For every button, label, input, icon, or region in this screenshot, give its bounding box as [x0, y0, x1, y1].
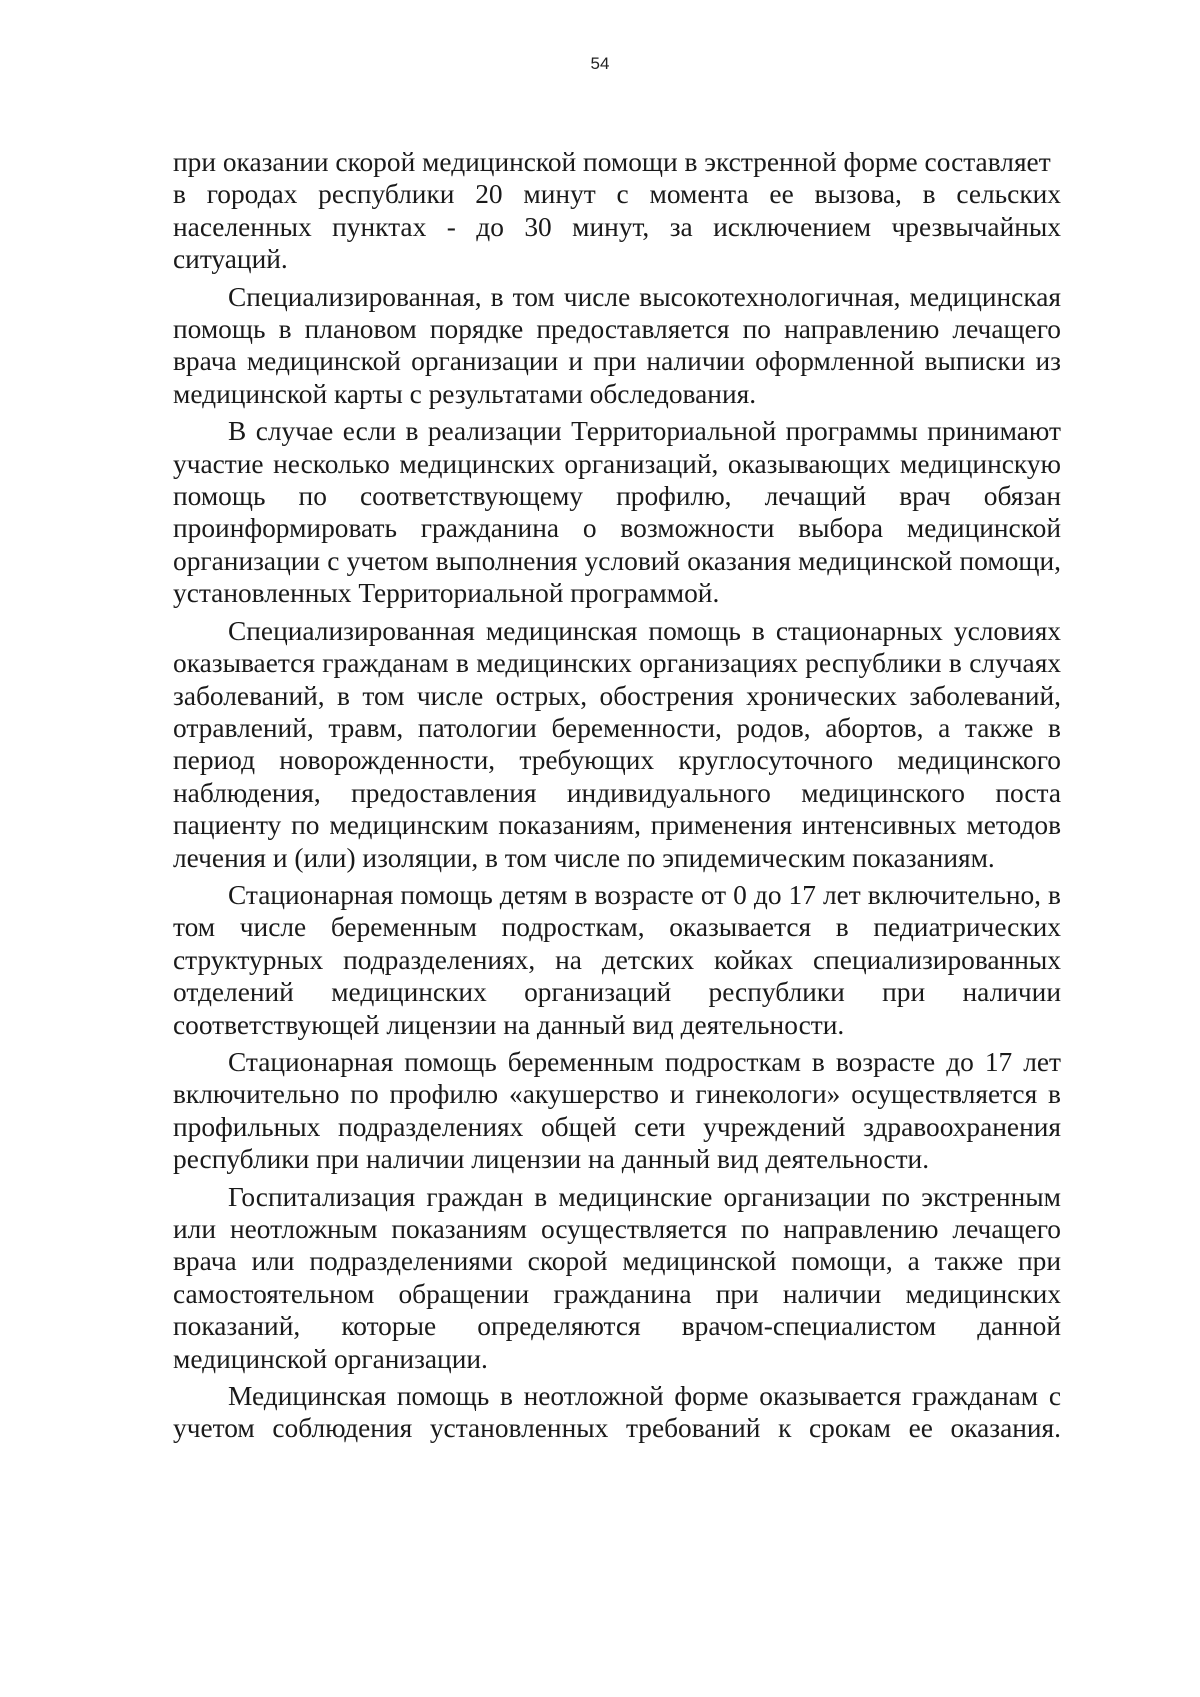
paragraph-hospitalization: Госпитализация граждан в медицинские организации по экстренным или неотложным показаниям осуществляется по направлению лечащего врача или подразделениями скорой медицинской помощи, а также при самостоятельном обращении гражданина при наличии медицинских показаний, которые определяются врачом-специалистом данной медицинской организации. — [173, 1181, 1061, 1374]
document-body — [173, 146, 1061, 1445]
paragraph-pregnant-teens: Стационарная помощь беременным подросткам в возрасте до 17 лет включительно по профилю «акушерство и гинекологи» осуществляется в профильных подразделениях общей сети учреждений здравоохранения республики при наличии лицензии на данный вид деятельности. — [173, 1046, 1061, 1175]
paragraph-inpatient-care: Специализированная медицинская помощь в стационарных условиях оказывается гражданам в медицинских организациях республики в случаях заболеваний, в том числе острых, обострения хронических заболеваний, отравлений, травм, патологии беременности, родов, абортов, а также в период новорожденности, требующих круглосуточного медицинского наблюдения, предоставления индивидуального медицинского поста пациенту по медицинским показаниям, применения интенсивных методов лечения и (или) изоляции, в том числе по эпидемическим показаниям. — [173, 615, 1061, 873]
paragraph-urgent-care: Медицинская помощь в неотложной форме оказывается гражданам с учетом соблюдения установленных требований к срокам ее оказания. — [173, 1381, 1061, 1444]
paragraph-children-inpatient: Стационарная помощь детям в возрасте от 0 до 17 лет включительно, в том числе беременным подросткам, оказывается в педиатрических структурных подразделениях, на детских койках специализированных отделений медицинских организаций республики при наличии соответствующей лицензии на данный вид деятельности. — [173, 879, 1061, 1040]
paragraph-response-time-intro: при оказании скорой медицинской помощи в экстренной форме составляет — [173, 147, 1051, 177]
paragraph-choice-of-organization: В случае если в реализации Территориальной программы принимают участие несколько медицинских организаций, оказывающих медицинскую помощь по соответствующему профилю, лечащий врач обязан проинформировать гражданина о возможности выбора медицинской организации с учетом выполнения условий оказания медицинской помощи, установленных Территориальной программой. — [173, 416, 1061, 609]
paragraph-specialized-care: Специализированная, в том числе высокотехнологичная, медицинская помощь в плановом порядке предоставляется по направлению лечащего врача медицинской организации и при наличии оформленной выписки из медицинской карты с результатами обследования. — [173, 281, 1061, 409]
page-number: 54 — [590, 54, 610, 73]
paragraph-response-time: в городах республики 20 минут с момента ее вызова, в сельских населенных пунктах - до 30 минут, за исключением чрезвычайных ситуаций. — [173, 179, 1061, 275]
